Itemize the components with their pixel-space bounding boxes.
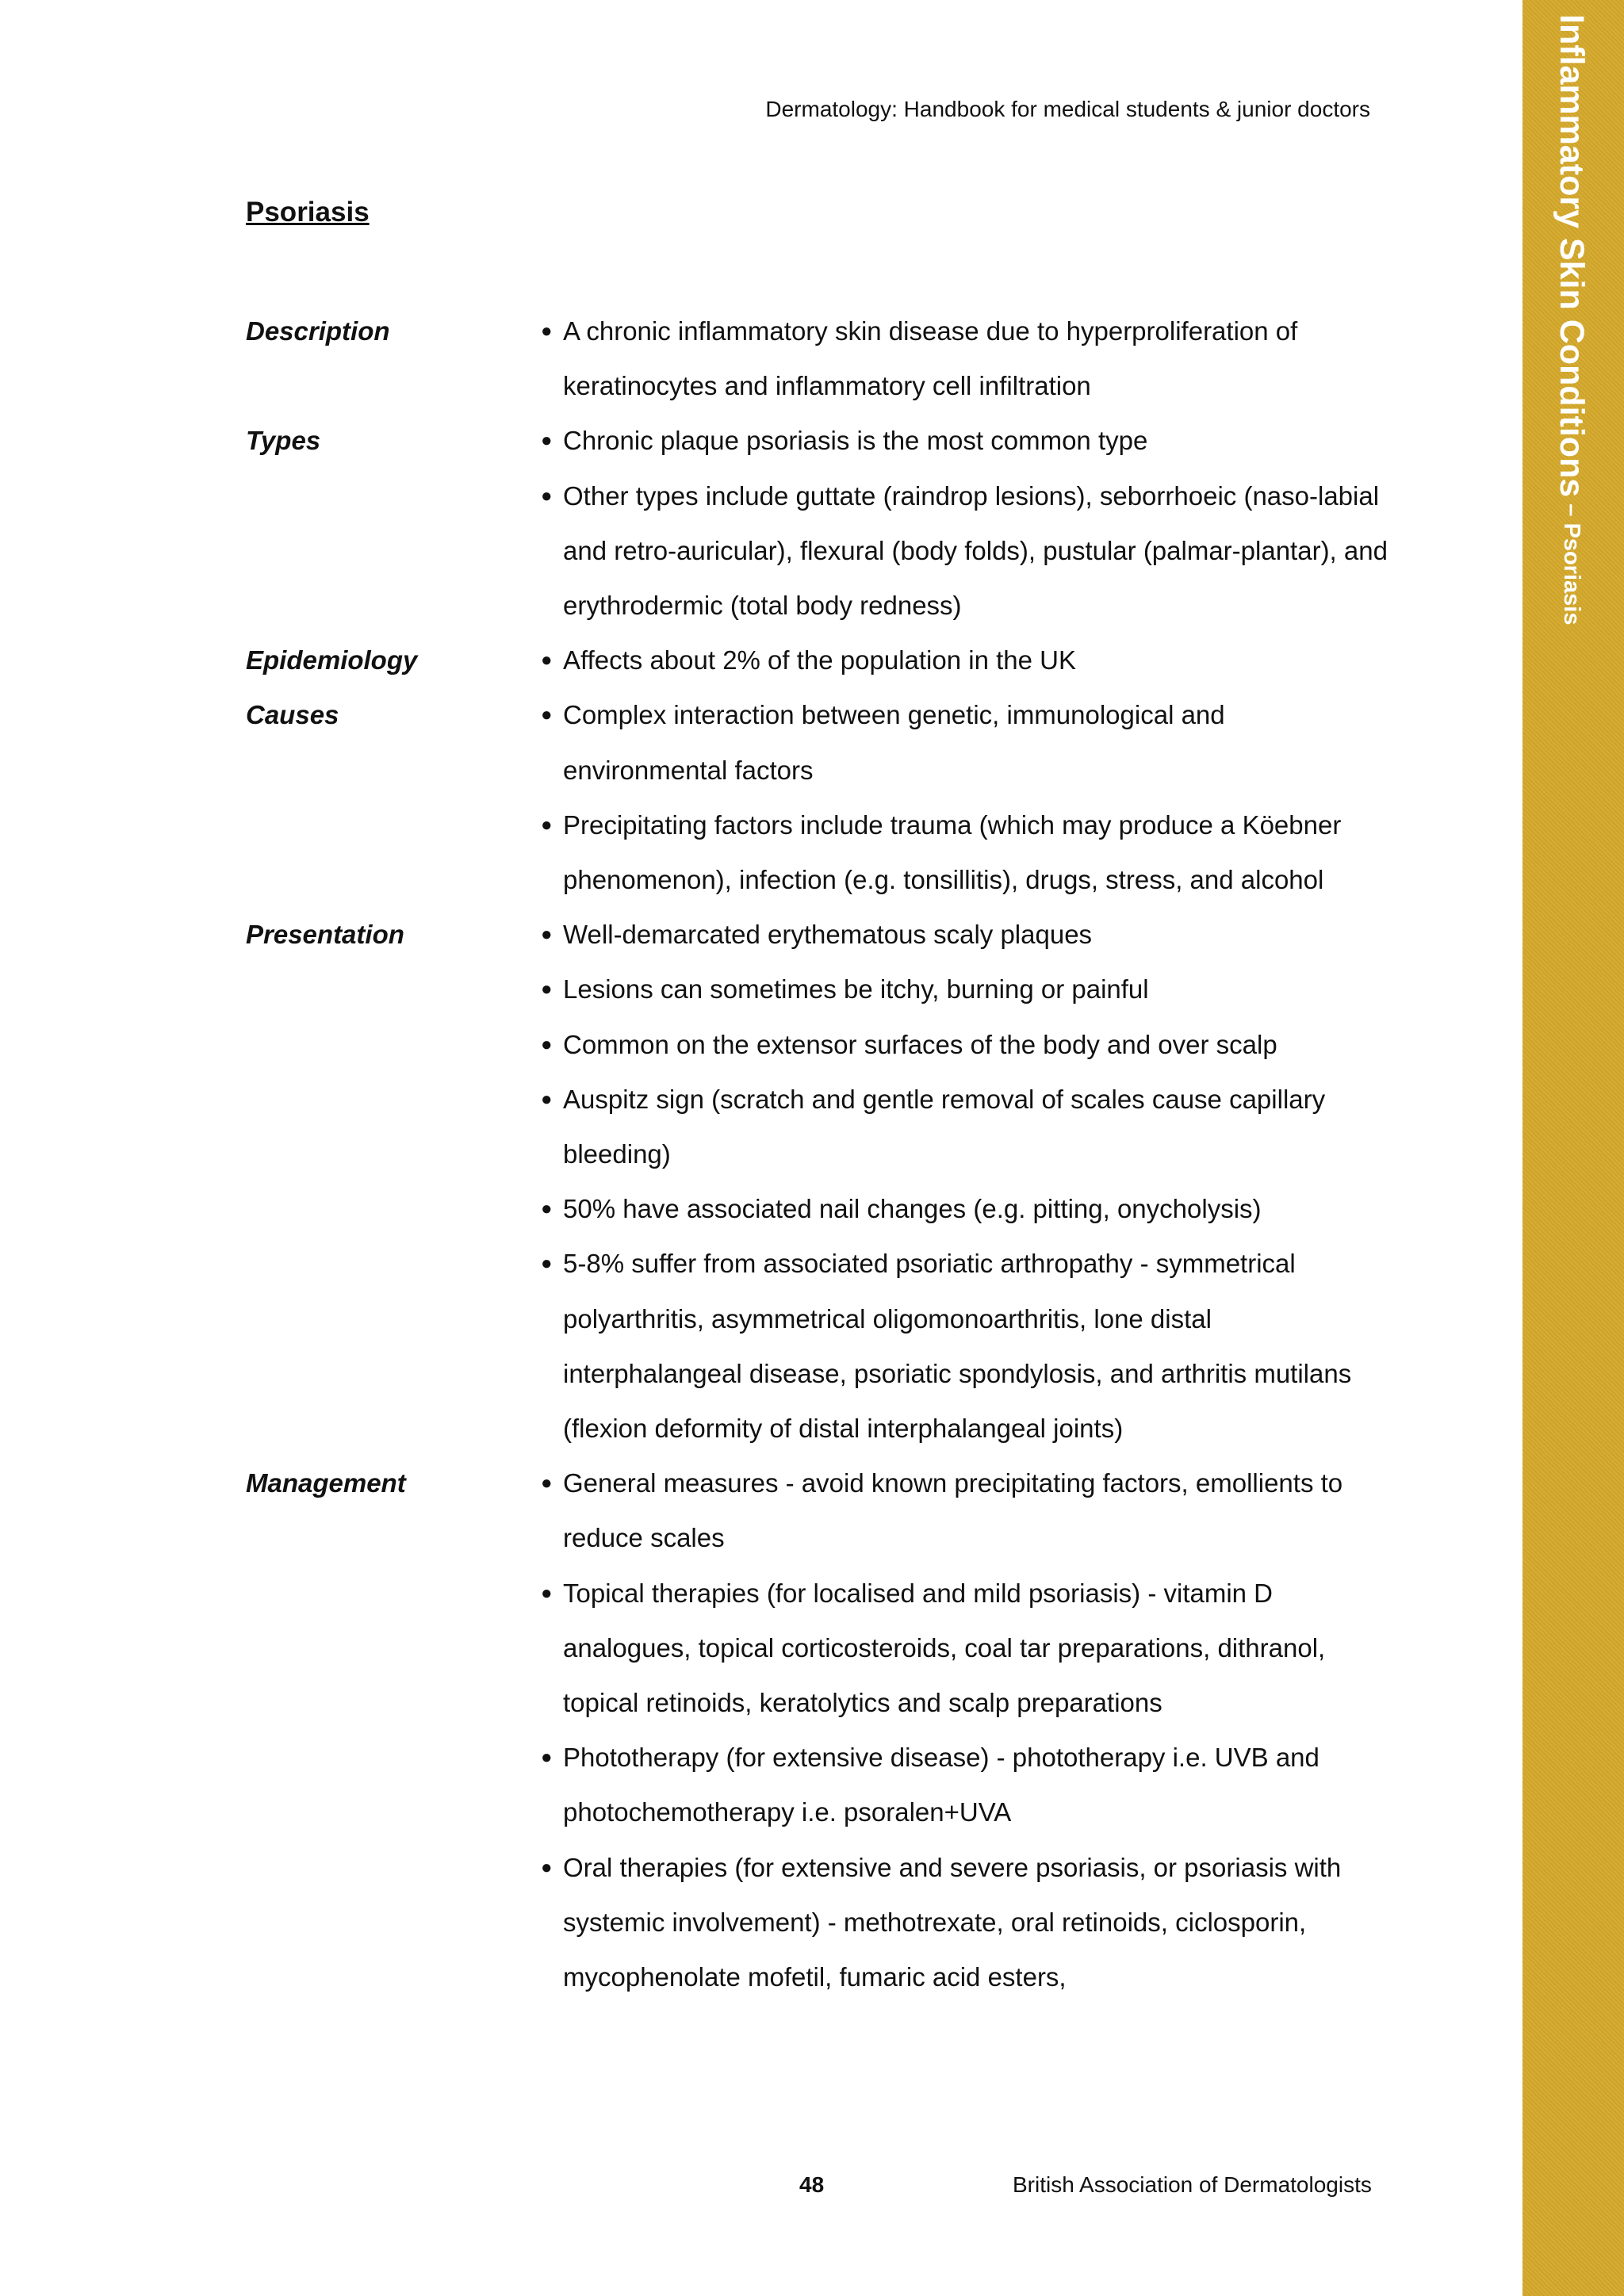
chapter-title: Inflammatory Skin Conditions [1553,14,1591,498]
section-label: Presentation [246,920,404,950]
bullet-list [541,907,1388,1456]
section-label: Management [246,1468,406,1498]
bullet-list [541,1456,1388,2004]
bullet-item: ● Lesions can sometimes be itchy, burning or painful [541,962,1388,1016]
content-body [246,304,1388,2004]
section-causes [246,687,1388,907]
bullet-item: ● Complex interaction between genetic, immunological and environmental factors [541,687,1388,797]
bullet-item: ● Auspitz sign (scratch and gentle removal of scales cause capillary bleeding) [541,1072,1388,1181]
page-number: 48 [799,2172,825,2197]
footer-organization: British Association of Dermatologists [1013,2172,1372,2197]
section-label: Causes [246,700,339,730]
bullet-item: ● Chronic plaque psoriasis is the most common type [541,413,1388,468]
page-title: Psoriasis [246,197,370,228]
chapter-subtitle: – Psoriasis [1559,497,1584,626]
section-presentation [246,907,1388,1456]
section-label: Types [246,426,321,456]
bullet-list [541,633,1388,687]
bullet-item: ● Common on the extensor surfaces of the body and over scalp [541,1017,1388,1072]
bullet-item: ● Oral therapies (for extensive and severe psoriasis, or psoriasis with systemic involvement) - methotrexate, oral retinoids, ciclosporin, mycophenolate mofetil, fumaric acid esters, [541,1840,1388,2005]
bullet-item: ● Other types include guttate (raindrop lesions), seborrhoeic (naso-labial and retro-auricular), flexural (body folds), pustular (palmar-plantar), and erythrodermic (total body redness) [541,469,1388,633]
bullet-item: ● Well-demarcated erythematous scaly plaques [541,907,1388,962]
section-management [246,1456,1388,2004]
chapter-side-tab [1522,0,1624,2296]
bullet-list [541,687,1388,907]
section-label: Epidemiology [246,645,418,675]
bullet-item: ● 50% have associated nail changes (e.g. pitting, onycholysis) [541,1181,1388,1236]
bullet-item: ● A chronic inflammatory skin disease due to hyperproliferation of keratinocytes and inflammatory cell infiltration [541,304,1388,413]
bullet-item: ● General measures - avoid known precipitating factors, emollients to reduce scales [541,1456,1388,1565]
section-epidemiology [246,633,1388,687]
chapter-side-tab-text [1553,14,1591,626]
bullet-list [541,413,1388,633]
section-description [246,304,1388,413]
bullet-item: ● Precipitating factors include trauma (which may produce a Köebner phenomenon), infection (e.g. tonsillitis), drugs, stress, and alcohol [541,798,1388,907]
bullet-list [541,304,1388,413]
section-label: Description [246,316,390,346]
section-types [246,413,1388,633]
bullet-item: ● Topical therapies (for localised and mild psoriasis) - vitamin D analogues, topical corticosteroids, coal tar preparations, dithranol, topical retinoids, keratolytics and scalp preparations [541,1566,1388,1731]
bullet-item: ● 5-8% suffer from associated psoriatic arthropathy - symmetrical polyarthritis, asymmetrical oligomonoarthritis, lone distal interphalangeal disease, psoriatic spondylosis, and arthritis mutilans (flexion deformity of distal interphalangeal joints) [541,1236,1388,1456]
bullet-item: ● Affects about 2% of the population in the UK [541,633,1388,687]
running-header: Dermatology: Handbook for medical students & junior doctors [765,97,1370,121]
bullet-item: ● Phototherapy (for extensive disease) - phototherapy i.e. UVB and photochemotherapy i.e. psoralen+UVA [541,1730,1388,1839]
